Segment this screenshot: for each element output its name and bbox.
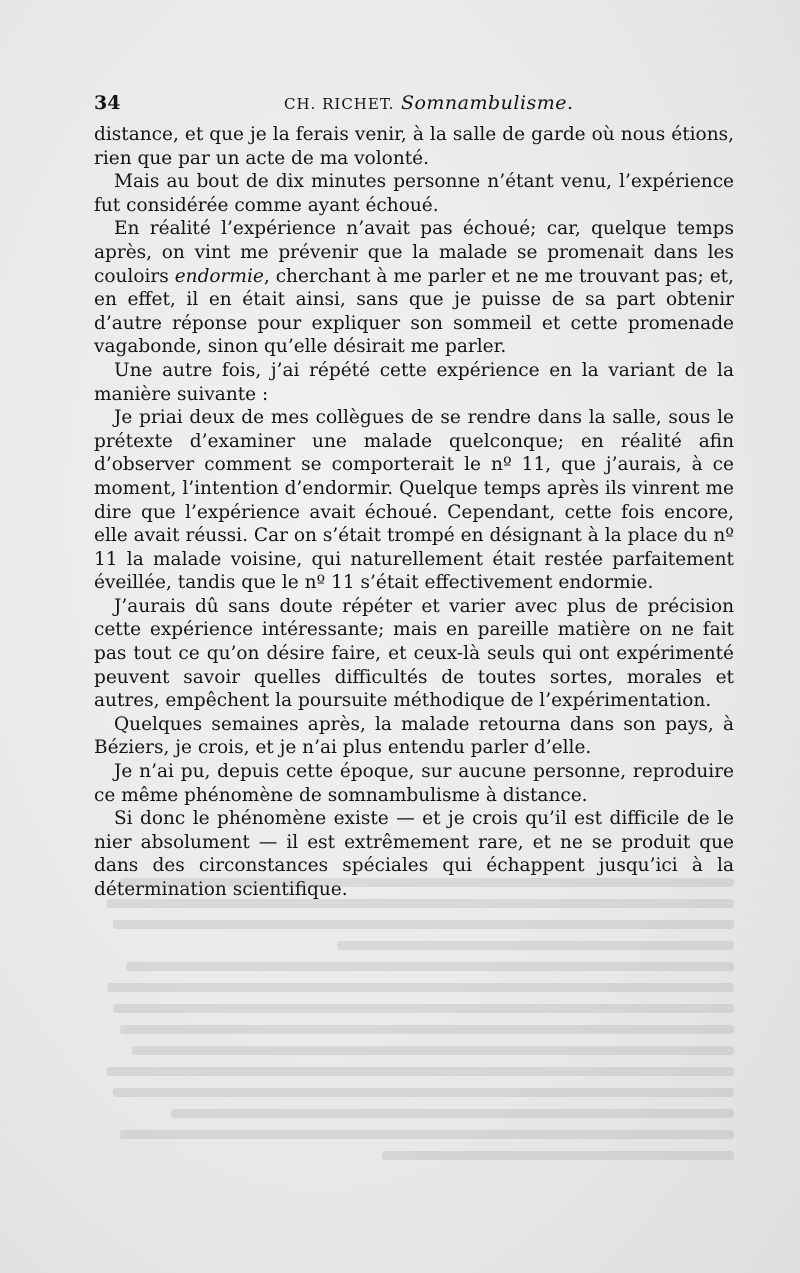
paragraph-9: Si donc le phénomène existe — et je crois qu’il est difficile de le nier absolument — il est extrêmement rare, et ne se produit que dans des circonstances spéciales qui échappent jusqu’ici à la détermination scientifique. — [94, 808, 734, 900]
running-head-author: CH. RICHET. — [284, 95, 395, 113]
paragraph-3-text-before: En réalité l’expérience n’avait pas échoué; car, quelque temps après, on vint me prévenir que la malade se promenait dans les couloirs — [94, 218, 734, 287]
running-head — [284, 92, 574, 114]
paragraph-8: Je n’ai pu, depuis cette époque, sur aucune personne, reproduire ce même phénomène de somnambulisme à distance. — [94, 761, 734, 806]
paragraph-3-text-after: , cherchant à me parler et ne me trouvant pas; et, en effet, il en était ainsi, sans que je puisse de sa part obtenir d’autre réponse pour expliquer son sommeil et cette promenade vagabonde, sinon qu’elle désirait me parler. — [94, 265, 734, 358]
paragraph-3-italic-word: endormie — [174, 265, 264, 287]
paragraph-5: Je priai deux de mes collègues de se rendre dans la salle, sous le prétexte d’examiner une malade quelconque; en réalité afin d’observer comment se comporterait le nº 11, que j’aurais, à ce moment, l’intention d’endormir. Quelque temps après ils vinrent me dire que l’expérience avait échoué. Cependant, cette fois encore, elle avait réussi. Car on s’était trompé en désignant à la place du nº 11 la malade voisine, qui naturellement était restée parfaitement éveillée, tandis que le nº 11 s’était effectivement endormie. — [94, 407, 734, 594]
paragraph-7: Quelques semaines après, la malade retourna dans son pays, à Béziers, je crois, et je n’ai plus entendu parler d’elle. — [94, 713, 734, 759]
paragraph-3 — [94, 217, 734, 359]
running-head-title: Somnambulisme. — [400, 92, 574, 114]
page-number: 34 — [94, 92, 121, 114]
show-through-text — [94, 872, 734, 1202]
paragraph-6: J’aurais dû sans doute répéter et varier avec plus de précision cette expérience intéressante; mais en pareille matière on ne fait pas tout ce qu’on désire faire, et ceux-là seuls qui ont expérimenté peuvent savoir quelles difficultés de toutes sortes, morales et autres, empêchent la poursuite méthodique de l’expérimentation. — [94, 595, 734, 712]
paragraph-4: Une autre fois, j’ai répété cette expérience en la variant de la manière suivante : — [94, 359, 734, 405]
paragraph-2: Mais au bout de dix minutes personne n’étant venu, l’expérience fut considérée comme ayant échoué. — [94, 171, 734, 216]
paragraph-1: distance, et que je la ferais venir, à la salle de garde où nous étions, rien que par un acte de ma volonté. — [94, 124, 734, 169]
page-header — [94, 92, 734, 116]
body-text — [94, 123, 734, 902]
